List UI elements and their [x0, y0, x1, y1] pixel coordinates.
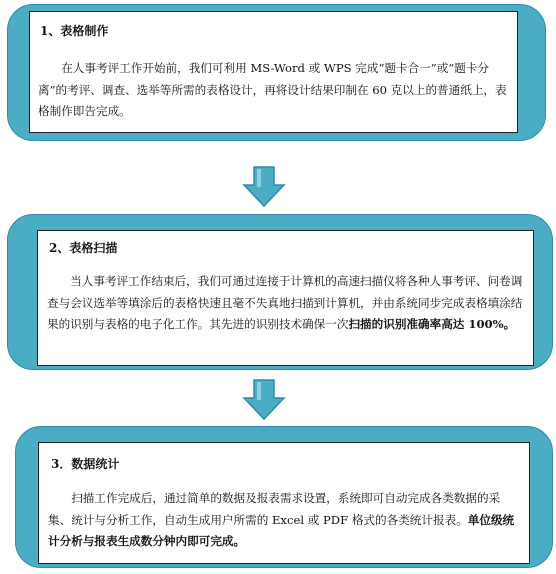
step-3-highlight: 单位级统计分析与报表生成数分钟内即可完成。	[48, 512, 515, 548]
down-arrow-icon	[242, 166, 286, 208]
step-2-card	[37, 230, 534, 366]
step-2-body: 当人事考评工作结束后，我们可通过连接于计算机的高速扫描仪将各种人事考评、问卷调查与会议选举等填涂后的表格快速且毫不失真地扫描到计算机，并由系统同步完成表格填涂结果的识别与表格的电子化工作。其先进的识别技术确保一次	[47, 274, 523, 331]
step-1-card	[29, 11, 518, 133]
step-2-title: 2、表格扫描	[49, 241, 118, 255]
step-3-card	[38, 442, 530, 564]
step-3-title: 3．数据统计	[51, 457, 120, 471]
step-1-text	[38, 58, 510, 123]
step-3-body: 扫描工作完成后，通过简单的数据及报表需求设置，系统即可自动完成各类数据的采集、统计与分析工作，自动生成用户所需的 Excel 或 PDF 格式的各类统计报表。	[48, 491, 501, 527]
down-arrow-icon	[242, 379, 286, 421]
step-2-highlight: 扫描的识别准确率高达 100%。	[348, 317, 516, 331]
step-1-body: 在人事考评工作开始前，我们可利用 MS-Word 或 WPS 完成“题卡合一”或“题卡分离”的考评、调查、选举等所需的表格设计，再将设计结果印制在 60 克以上的普通纸上，表格制作即告完成。	[38, 61, 507, 118]
step-3-text	[48, 488, 522, 553]
step-2-text	[47, 271, 525, 336]
step-1-title: 1、表格制作	[40, 24, 109, 38]
